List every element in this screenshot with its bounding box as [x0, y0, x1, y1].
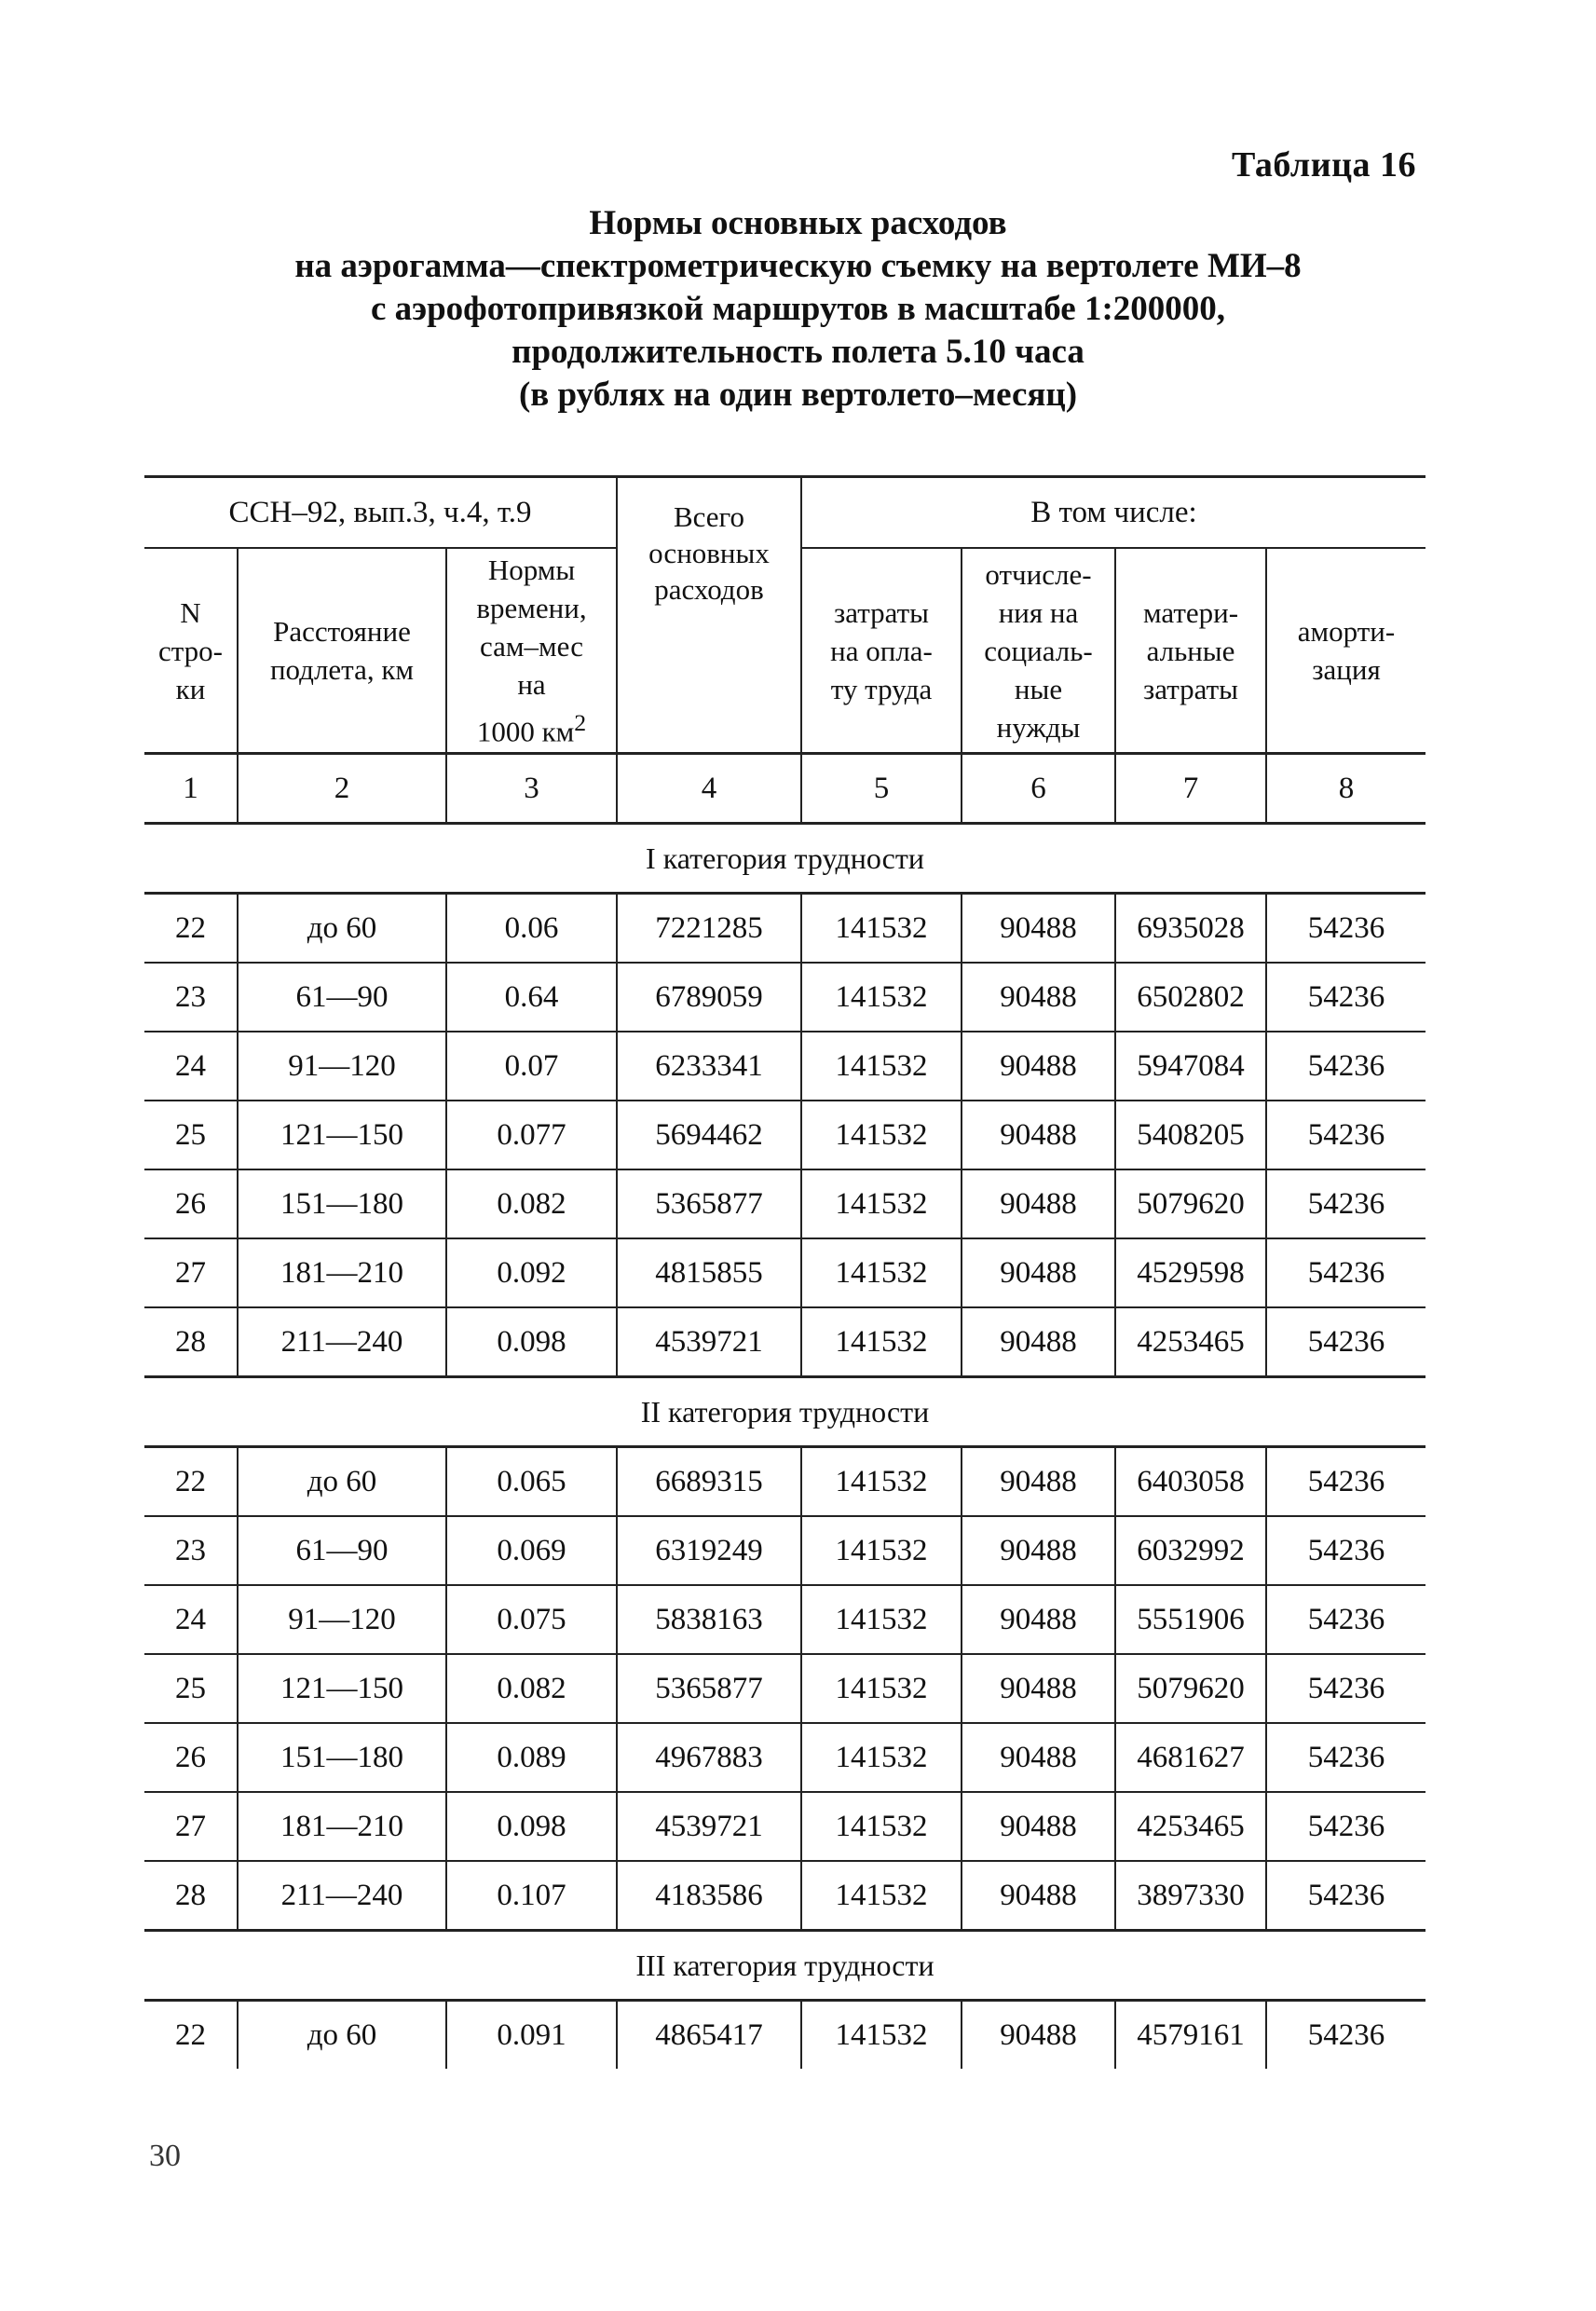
column-number: 2: [238, 754, 446, 824]
table-row: [144, 1861, 1425, 1931]
table-row: [144, 1723, 1425, 1792]
cell-distance: 151—180: [238, 1169, 446, 1238]
cell-total-expenses: 4539721: [617, 1792, 801, 1861]
cell-material-costs: 4253465: [1115, 1307, 1266, 1377]
header-text-line: на: [517, 667, 546, 701]
cell-row-number: 27: [144, 1792, 238, 1861]
cell-social-contributions: 90488: [962, 1585, 1115, 1654]
header-text-line: ные: [1014, 672, 1063, 705]
cell-time-norm: 0.098: [446, 1792, 617, 1861]
cell-total-expenses: 6689315: [617, 1447, 801, 1517]
cell-material-costs: 4579161: [1115, 2001, 1266, 2070]
table-row: [144, 894, 1425, 964]
cell-social-contributions: 90488: [962, 1654, 1115, 1723]
cell-material-costs: 6403058: [1115, 1447, 1266, 1517]
header-unit: 1000 км: [476, 715, 575, 748]
cell-total-expenses: 4183586: [617, 1861, 801, 1931]
cell-material-costs: 4529598: [1115, 1238, 1266, 1307]
cell-distance: 91—120: [238, 1032, 446, 1101]
cell-social-contributions: 90488: [962, 1101, 1115, 1169]
header-material-costs: [1115, 548, 1266, 754]
header-text-line: расходов: [654, 573, 764, 606]
header-text-line: матери-: [1142, 595, 1239, 629]
column-numbers-row: [144, 754, 1425, 824]
cell-total-expenses: 6789059: [617, 963, 801, 1032]
cell-amortization: 54236: [1266, 1654, 1425, 1723]
cell-amortization: 54236: [1266, 894, 1425, 964]
page-number: 30: [149, 2139, 181, 2173]
header-total-expenses: [617, 477, 801, 754]
cell-distance: 211—240: [238, 1307, 446, 1377]
cell-row-number: 28: [144, 1861, 238, 1931]
cell-social-contributions: 90488: [962, 1032, 1115, 1101]
cell-total-expenses: 4967883: [617, 1723, 801, 1792]
cell-row-number: 22: [144, 2001, 238, 2070]
table-row: [144, 1101, 1425, 1169]
cell-labor-costs: 141532: [801, 1101, 962, 1169]
cell-amortization: 54236: [1266, 1238, 1425, 1307]
cell-labor-costs: 141532: [801, 1516, 962, 1585]
cell-row-number: 26: [144, 1169, 238, 1238]
cell-material-costs: 6032992: [1115, 1516, 1266, 1585]
cell-row-number: 23: [144, 1516, 238, 1585]
cell-material-costs: 5408205: [1115, 1101, 1266, 1169]
header-text-line: затраты: [834, 595, 929, 629]
table-title: [0, 202, 1596, 417]
cell-time-norm: 0.092: [446, 1238, 617, 1307]
header-text-line: затраты: [1143, 672, 1238, 705]
cell-material-costs: 5551906: [1115, 1585, 1266, 1654]
cell-distance: 91—120: [238, 1585, 446, 1654]
table-row: [144, 963, 1425, 1032]
cell-amortization: 54236: [1266, 1447, 1425, 1517]
table-number: Таблица 16: [1231, 145, 1416, 185]
cell-time-norm: 0.06: [446, 894, 617, 964]
cell-distance: 181—210: [238, 1238, 446, 1307]
cell-social-contributions: 90488: [962, 1792, 1115, 1861]
title-line: продолжительность полета 5.10 часа: [512, 333, 1084, 371]
cell-total-expenses: 7221285: [617, 894, 801, 964]
header-text-line: сам–мес: [480, 629, 583, 663]
cell-labor-costs: 141532: [801, 1585, 962, 1654]
cell-material-costs: 4681627: [1115, 1723, 1266, 1792]
header-text-line: зация: [1312, 653, 1381, 686]
cell-total-expenses: 4815855: [617, 1238, 801, 1307]
cell-labor-costs: 141532: [801, 1654, 962, 1723]
cell-distance: до 60: [238, 894, 446, 964]
cell-total-expenses: 6319249: [617, 1516, 801, 1585]
cell-labor-costs: 141532: [801, 1169, 962, 1238]
table-row: [144, 1307, 1425, 1377]
title-line: (в рублях на один вертолето–месяц): [518, 376, 1078, 414]
table-row: [144, 1792, 1425, 1861]
cell-time-norm: 0.07: [446, 1032, 617, 1101]
cell-amortization: 54236: [1266, 1792, 1425, 1861]
header-row-number: [144, 548, 238, 754]
cell-social-contributions: 90488: [962, 1447, 1115, 1517]
category-title: II категория трудности: [144, 1377, 1425, 1447]
cell-material-costs: 6935028: [1115, 894, 1266, 964]
column-number: 1: [144, 754, 238, 824]
cell-total-expenses: 5365877: [617, 1654, 801, 1723]
table-row: [144, 1238, 1425, 1307]
title-line: на аэрогамма—спектрометрическую съемку на вертолете МИ–8: [294, 247, 1302, 285]
column-number: 4: [617, 754, 801, 824]
cell-total-expenses: 5365877: [617, 1169, 801, 1238]
cell-social-contributions: 90488: [962, 963, 1115, 1032]
cell-material-costs: 6502802: [1115, 963, 1266, 1032]
cell-distance: 121—150: [238, 1101, 446, 1169]
cell-time-norm: 0.065: [446, 1447, 617, 1517]
category-title: III категория трудности: [144, 1931, 1425, 2001]
table-row: [144, 2001, 1425, 2070]
cell-material-costs: 5079620: [1115, 1654, 1266, 1723]
cell-social-contributions: 90488: [962, 1169, 1115, 1238]
column-number: 7: [1115, 754, 1266, 824]
header-text-line: Всего: [673, 500, 745, 533]
header-text-line: Нормы: [487, 553, 576, 586]
cell-labor-costs: 141532: [801, 2001, 962, 2070]
column-number: 3: [446, 754, 617, 824]
cell-amortization: 54236: [1266, 1723, 1425, 1792]
header-social-contributions: [962, 548, 1115, 754]
category-row: [144, 1931, 1425, 2001]
cell-row-number: 27: [144, 1238, 238, 1307]
cell-amortization: 54236: [1266, 1861, 1425, 1931]
cell-distance: до 60: [238, 1447, 446, 1517]
table-row: [144, 1585, 1425, 1654]
cell-amortization: 54236: [1266, 1307, 1425, 1377]
cell-row-number: 24: [144, 1032, 238, 1101]
cell-social-contributions: 90488: [962, 2001, 1115, 2070]
header-text-line: ния на: [998, 595, 1079, 629]
cell-time-norm: 0.077: [446, 1101, 617, 1169]
header-text-line: стро-: [157, 634, 223, 667]
cell-distance: 61—90: [238, 963, 446, 1032]
header-text-line: времени,: [476, 591, 587, 624]
cell-distance: 211—240: [238, 1861, 446, 1931]
cell-row-number: 28: [144, 1307, 238, 1377]
cell-row-number: 24: [144, 1585, 238, 1654]
cell-distance: 181—210: [238, 1792, 446, 1861]
cell-amortization: 54236: [1266, 1516, 1425, 1585]
header-text-line: социаль-: [984, 634, 1093, 667]
header-text-line: на опла-: [830, 634, 933, 667]
cell-row-number: 26: [144, 1723, 238, 1792]
cell-time-norm: 0.089: [446, 1723, 617, 1792]
header-text-line: ки: [175, 672, 206, 705]
category-row: [144, 1377, 1425, 1447]
cell-amortization: 54236: [1266, 1032, 1425, 1101]
cell-amortization: 54236: [1266, 1101, 1425, 1169]
cell-labor-costs: 141532: [801, 894, 962, 964]
cell-social-contributions: 90488: [962, 1307, 1115, 1377]
cell-social-contributions: 90488: [962, 1238, 1115, 1307]
title-line: с аэрофотопривязкой маршрутов в масштабе 1:200000,: [370, 290, 1226, 328]
cell-distance: 151—180: [238, 1723, 446, 1792]
cell-labor-costs: 141532: [801, 1447, 962, 1517]
cell-material-costs: 5079620: [1115, 1169, 1266, 1238]
header-distance: [238, 548, 446, 754]
cell-total-expenses: 5694462: [617, 1101, 801, 1169]
table-row: [144, 1169, 1425, 1238]
column-number: 8: [1266, 754, 1425, 824]
cell-time-norm: 0.107: [446, 1861, 617, 1931]
table-row: [144, 1516, 1425, 1585]
cell-social-contributions: 90488: [962, 894, 1115, 964]
cell-total-expenses: 4539721: [617, 1307, 801, 1377]
header-time-norms: [446, 548, 617, 754]
header-text-line: Расстояние: [273, 615, 411, 648]
header-text-line: аморти-: [1297, 615, 1396, 648]
cell-labor-costs: 141532: [801, 1238, 962, 1307]
column-number: 6: [962, 754, 1115, 824]
cell-distance: 61—90: [238, 1516, 446, 1585]
cell-labor-costs: 141532: [801, 1861, 962, 1931]
cell-amortization: 54236: [1266, 963, 1425, 1032]
table-row: [144, 1447, 1425, 1517]
header-text-line: ту труда: [830, 672, 933, 705]
table-row: [144, 1654, 1425, 1723]
category-title: I категория трудности: [144, 824, 1425, 894]
cell-material-costs: 4253465: [1115, 1792, 1266, 1861]
cell-material-costs: 3897330: [1115, 1861, 1266, 1931]
header-text-line: альные: [1146, 634, 1235, 667]
header-ssn-group: ССН–92, вып.3, ч.4, т.9: [144, 477, 617, 549]
cell-distance: 121—150: [238, 1654, 446, 1723]
column-number: 5: [801, 754, 962, 824]
header-amortization: [1266, 548, 1425, 754]
header-text-line: нужды: [996, 710, 1081, 744]
table-row: [144, 1032, 1425, 1101]
cell-time-norm: 0.082: [446, 1169, 617, 1238]
cell-total-expenses: 4865417: [617, 2001, 801, 2070]
header-unit-superscript: 2: [574, 708, 587, 736]
header-text-line: основных: [648, 537, 770, 569]
cell-labor-costs: 141532: [801, 963, 962, 1032]
cell-time-norm: 0.069: [446, 1516, 617, 1585]
header-text-line: отчисле-: [985, 557, 1092, 591]
cell-total-expenses: 5838163: [617, 1585, 801, 1654]
header-labor-costs: [801, 548, 962, 754]
cell-time-norm: 0.64: [446, 963, 617, 1032]
cell-total-expenses: 6233341: [617, 1032, 801, 1101]
cell-social-contributions: 90488: [962, 1516, 1115, 1585]
cell-amortization: 54236: [1266, 2001, 1425, 2070]
header-text-line: подлета, км: [269, 653, 415, 686]
header-text-line: [447, 704, 616, 750]
cell-time-norm: 0.091: [446, 2001, 617, 2070]
cell-material-costs: 5947084: [1115, 1032, 1266, 1101]
cell-labor-costs: 141532: [801, 1032, 962, 1101]
cell-labor-costs: 141532: [801, 1792, 962, 1861]
cell-labor-costs: 141532: [801, 1723, 962, 1792]
cell-labor-costs: 141532: [801, 1307, 962, 1377]
title-line: Нормы основных расходов: [589, 204, 1007, 242]
cell-row-number: 25: [144, 1654, 238, 1723]
cell-distance: до 60: [238, 2001, 446, 2070]
cell-time-norm: 0.075: [446, 1585, 617, 1654]
cell-time-norm: 0.082: [446, 1654, 617, 1723]
header-including: В том числе:: [801, 477, 1425, 549]
header-text-line: N: [180, 595, 201, 629]
cell-row-number: 25: [144, 1101, 238, 1169]
cell-amortization: 54236: [1266, 1585, 1425, 1654]
cell-social-contributions: 90488: [962, 1861, 1115, 1931]
norms-table: [144, 475, 1425, 2069]
cell-social-contributions: 90488: [962, 1723, 1115, 1792]
cell-row-number: 22: [144, 1447, 238, 1517]
cell-amortization: 54236: [1266, 1169, 1425, 1238]
category-row: [144, 824, 1425, 894]
cell-row-number: 22: [144, 894, 238, 964]
cell-row-number: 23: [144, 963, 238, 1032]
cell-time-norm: 0.098: [446, 1307, 617, 1377]
